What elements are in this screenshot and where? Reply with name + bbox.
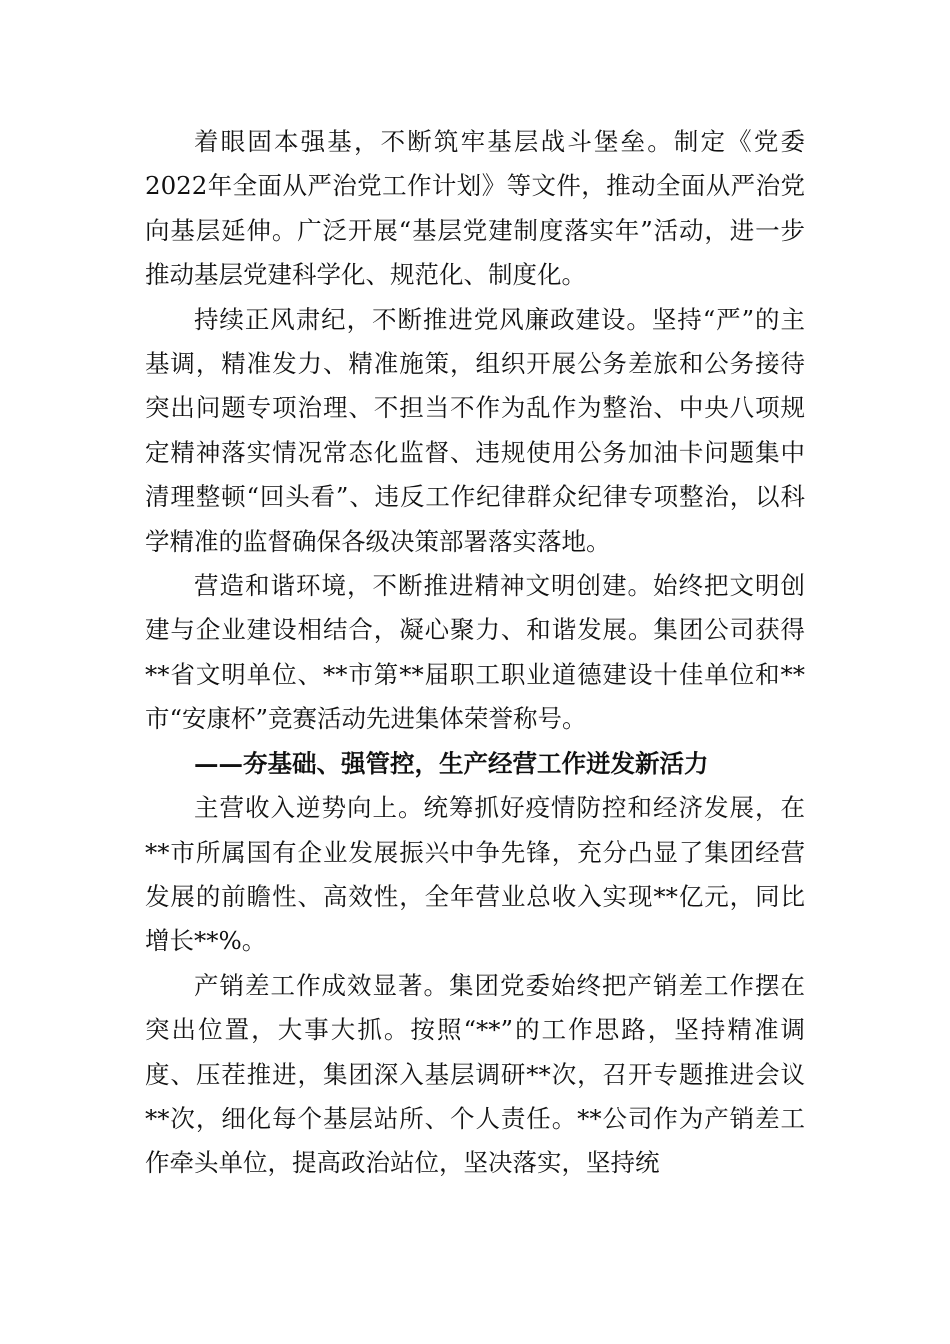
document-page	[145, 120, 805, 1186]
paragraph-revenue: 主营收入逆势向上。统筹抓好疫情防控和经济发展，在**市所属国有企业发展振兴中争先锋，充分凸显了集团经营发展的前瞻性、高效性，全年营业总收入实现**亿元，同比增长**%。	[145, 793, 805, 956]
paragraph-civilization: 营造和谐环境，不断推进精神文明创建。始终把文明创建与企业建设相结合，凝心聚力、和谐发展。集团公司获得**省文明单位、**市第**届职工职业道德建设十佳单位和**市“安康杯”竞赛活动先进集体荣誉称号。	[145, 571, 805, 734]
section-heading: ——夯基础、强管控，生产经营工作迸发新活力	[194, 748, 709, 778]
paragraph-discipline: 持续正风肃纪，不断推进党风廉政建设。坚持“严”的主基调，精准发力、精准施策，组织开展公务差旅和公务接待突出问题专项治理、不担当不作为乱作为整治、中央八项规定精神落实情况常态化监督、违规使用公务加油卡问题集中清理整顿“回头看”、违反工作纪律群众纪律专项整治，以科学精准的监督确保各级决策部署落实落地。	[145, 304, 805, 556]
paragraph-grassroots: 着眼固本强基，不断筑牢基层战斗堡垒。制定《党委2022年全面从严治党工作计划》等文件，推动全面从严治党向基层延伸。广泛开展“基层党建制度落实年”活动，进一步推动基层党建科学化、规范化、制度化。	[145, 127, 805, 290]
paragraph-production-sales: 产销差工作成效显著。集团党委始终把产销差工作摆在突出位置，大事大抓。按照“**”的工作思路，坚持精准调度、压茬推进，集团深入基层调研**次，召开专题推进会议**次，细化每个基层站所、个人责任。**公司作为产销差工作牵头单位，提高政治站位，坚决落实，坚持统	[145, 970, 805, 1178]
